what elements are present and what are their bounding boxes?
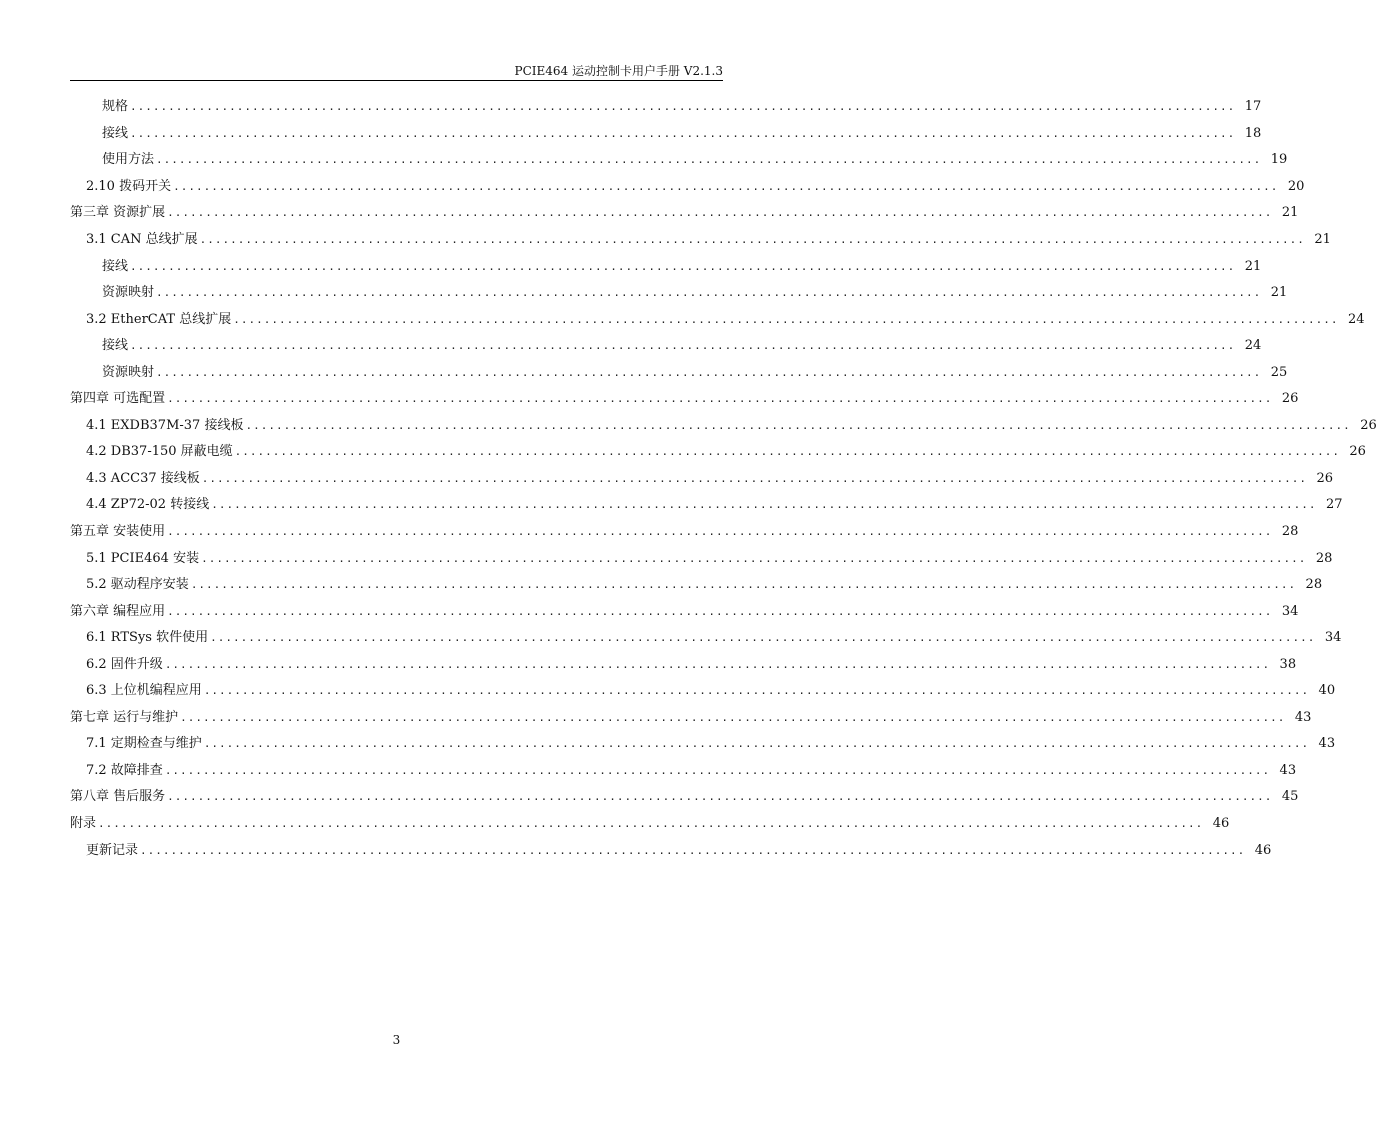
toc-entry-title: 4.1 EXDB37M-37 接线板 <box>86 417 244 433</box>
toc-entry[interactable] <box>70 598 1299 625</box>
toc-entry[interactable] <box>70 280 1288 307</box>
toc-entry-title: 资源映射 <box>102 285 155 301</box>
toc-entry[interactable] <box>70 545 1333 572</box>
table-of-contents <box>70 94 1377 864</box>
toc-entry[interactable] <box>70 413 1377 440</box>
toc-entry[interactable] <box>70 811 1230 838</box>
toc-entry[interactable] <box>70 758 1297 785</box>
toc-dot-leader: ................................................................................................................................................. <box>203 737 1310 751</box>
toc-entry[interactable] <box>70 625 1342 652</box>
toc-dot-leader: ................................................................................................................................................. <box>180 710 1286 724</box>
toc-entry-page: 21 <box>1244 258 1262 274</box>
toc-dot-leader: ................................................................................................................................................. <box>201 471 1308 485</box>
toc-entry[interactable] <box>70 174 1305 201</box>
toc-entry-page: 21 <box>1270 285 1288 301</box>
toc-entry-title: 使用方法 <box>102 152 155 168</box>
toc-entry-page: 26 <box>1349 444 1366 460</box>
toc-dot-leader: ................................................................................................................................................. <box>190 578 1297 592</box>
toc-entry[interactable] <box>70 651 1297 678</box>
toc-dot-leader: ................................................................................................................................................. <box>167 206 1273 220</box>
toc-dot-leader: ................................................................................................................................................. <box>164 763 1271 777</box>
toc-entry[interactable] <box>70 306 1365 333</box>
toc-dot-leader: ................................................................................................................................................. <box>164 657 1271 671</box>
toc-entry-title: 第四章 可选配置 <box>70 391 166 407</box>
toc-entry-page: 25 <box>1270 364 1288 380</box>
toc-dot-leader: ................................................................................................................................................. <box>130 126 1236 140</box>
toc-entry-page: 27 <box>1325 497 1343 513</box>
toc-entry-page: 21 <box>1281 205 1299 221</box>
toc-entry-page: 26 <box>1360 417 1377 433</box>
toc-entry[interactable] <box>70 227 1331 254</box>
toc-entry-title: 6.1 RTSys 软件使用 <box>86 630 209 646</box>
toc-dot-leader: ................................................................................................................................................. <box>167 392 1273 406</box>
toc-entry-page: 34 <box>1281 603 1299 619</box>
toc-entry[interactable] <box>70 705 1312 732</box>
toc-entry[interactable] <box>70 386 1299 413</box>
toc-entry[interactable] <box>70 439 1366 466</box>
toc-entry-title: 4.2 DB37-150 屏蔽电缆 <box>86 444 233 460</box>
toc-entry[interactable] <box>70 492 1343 519</box>
toc-entry-page: 43 <box>1279 762 1297 778</box>
toc-dot-leader: ................................................................................................................................................. <box>167 790 1273 804</box>
toc-entry-page: 26 <box>1281 391 1299 407</box>
toc-entry-title: 接线 <box>102 338 129 354</box>
header-rule <box>70 80 723 81</box>
toc-entry-title: 7.2 故障排查 <box>86 762 163 778</box>
toc-dot-leader: ................................................................................................................................................. <box>245 418 1351 432</box>
toc-entry-title: 5.2 驱动程序安装 <box>86 577 189 593</box>
page-number: 3 <box>392 1033 401 1047</box>
toc-entry-title: 2.10 拨码开关 <box>86 178 172 194</box>
toc-entry-page: 40 <box>1318 683 1336 699</box>
toc-entry-title: 第六章 编程应用 <box>70 603 166 619</box>
toc-entry[interactable] <box>70 519 1299 546</box>
toc-dot-leader: ................................................................................................................................................. <box>130 259 1236 273</box>
toc-dot-leader: ................................................................................................................................................. <box>201 551 1307 565</box>
toc-entry-title: 7.1 定期检查与维护 <box>86 736 202 752</box>
toc-entry-page: 26 <box>1316 470 1334 486</box>
toc-entry[interactable] <box>70 359 1288 386</box>
toc-entry-page: 28 <box>1281 524 1299 540</box>
toc-dot-leader: ................................................................................................................................................. <box>156 286 1262 300</box>
toc-entry-title: 6.2 固件升级 <box>86 656 163 672</box>
toc-dot-leader: ................................................................................................................................................. <box>156 365 1262 379</box>
toc-entry-title: 第五章 安装使用 <box>70 524 166 540</box>
toc-entry-title: 3.1 CAN 总线扩展 <box>86 232 198 247</box>
toc-entry-title: 第三章 资源扩展 <box>70 205 166 221</box>
toc-entry[interactable] <box>70 466 1334 493</box>
toc-entry[interactable] <box>70 572 1323 599</box>
toc-entry-title: 接线 <box>102 125 129 141</box>
toc-entry-page: 19 <box>1270 152 1288 168</box>
toc-entry[interactable] <box>70 678 1336 705</box>
toc-entry-page: 18 <box>1244 125 1262 141</box>
toc-entry-title: 3.2 EtherCAT 总线扩展 <box>86 311 232 327</box>
toc-entry[interactable] <box>70 253 1262 280</box>
toc-dot-leader: ................................................................................................................................................. <box>98 817 1204 831</box>
toc-dot-leader: ................................................................................................................................................. <box>234 445 1340 459</box>
toc-entry-page: 17 <box>1244 99 1262 115</box>
toc-dot-leader: ................................................................................................................................................. <box>167 525 1273 539</box>
toc-entry-title: 更新记录 <box>86 842 139 858</box>
toc-entry[interactable] <box>70 837 1272 864</box>
toc-dot-leader: ................................................................................................................................................. <box>203 684 1310 698</box>
toc-entry-page: 21 <box>1314 232 1331 247</box>
toc-dot-leader: ................................................................................................................................................. <box>156 153 1262 167</box>
toc-entry-page: 28 <box>1315 550 1333 566</box>
toc-entry-page: 46 <box>1254 842 1272 858</box>
toc-entry[interactable] <box>70 121 1262 148</box>
toc-dot-leader: ................................................................................................................................................. <box>210 631 1316 645</box>
toc-entry-title: 4.4 ZP72-02 转接线 <box>86 497 210 513</box>
toc-dot-leader: ................................................................................................................................................. <box>130 100 1236 114</box>
toc-entry-page: 46 <box>1212 816 1230 832</box>
toc-entry[interactable] <box>70 147 1288 174</box>
toc-dot-leader: ................................................................................................................................................. <box>211 498 1317 512</box>
toc-entry-page: 28 <box>1305 577 1323 593</box>
toc-dot-leader: ................................................................................................................................................. <box>173 179 1279 193</box>
toc-entry-title: 规格 <box>102 99 129 115</box>
toc-entry-page: 24 <box>1244 338 1262 354</box>
toc-entry-title: 4.3 ACC37 接线板 <box>86 470 200 486</box>
toc-entry[interactable] <box>70 94 1262 121</box>
toc-entry-title: 第七章 运行与维护 <box>70 709 179 725</box>
toc-entry-page: 34 <box>1324 630 1342 646</box>
toc-entry-page: 45 <box>1281 789 1299 805</box>
running-header: PCIE464 运动控制卡用户手册 V2.1.3 <box>514 64 723 78</box>
toc-entry-title: 附录 <box>70 816 97 832</box>
toc-entry[interactable] <box>70 731 1336 758</box>
toc-entry[interactable] <box>70 784 1299 811</box>
toc-entry-title: 接线 <box>102 258 129 274</box>
toc-entry[interactable] <box>70 333 1262 360</box>
toc-entry-page: 38 <box>1279 656 1297 672</box>
toc-entry-page: 43 <box>1318 736 1336 752</box>
toc-entry[interactable] <box>70 200 1299 227</box>
toc-entry-title: 5.1 PCIE464 安装 <box>86 550 200 566</box>
toc-entry-page: 24 <box>1347 311 1365 327</box>
toc-dot-leader: ................................................................................................................................................. <box>167 604 1273 618</box>
toc-entry-title: 第八章 售后服务 <box>70 789 166 805</box>
toc-dot-leader: ................................................................................................................................................. <box>199 233 1305 246</box>
toc-entry-title: 6.3 上位机编程应用 <box>86 683 202 699</box>
toc-dot-leader: ................................................................................................................................................. <box>140 843 1246 857</box>
toc-entry-title: 资源映射 <box>102 364 155 380</box>
toc-dot-leader: ................................................................................................................................................. <box>233 312 1339 326</box>
toc-dot-leader: ................................................................................................................................................. <box>130 339 1236 353</box>
toc-entry-page: 43 <box>1294 709 1312 725</box>
toc-entry-page: 20 <box>1287 178 1305 194</box>
